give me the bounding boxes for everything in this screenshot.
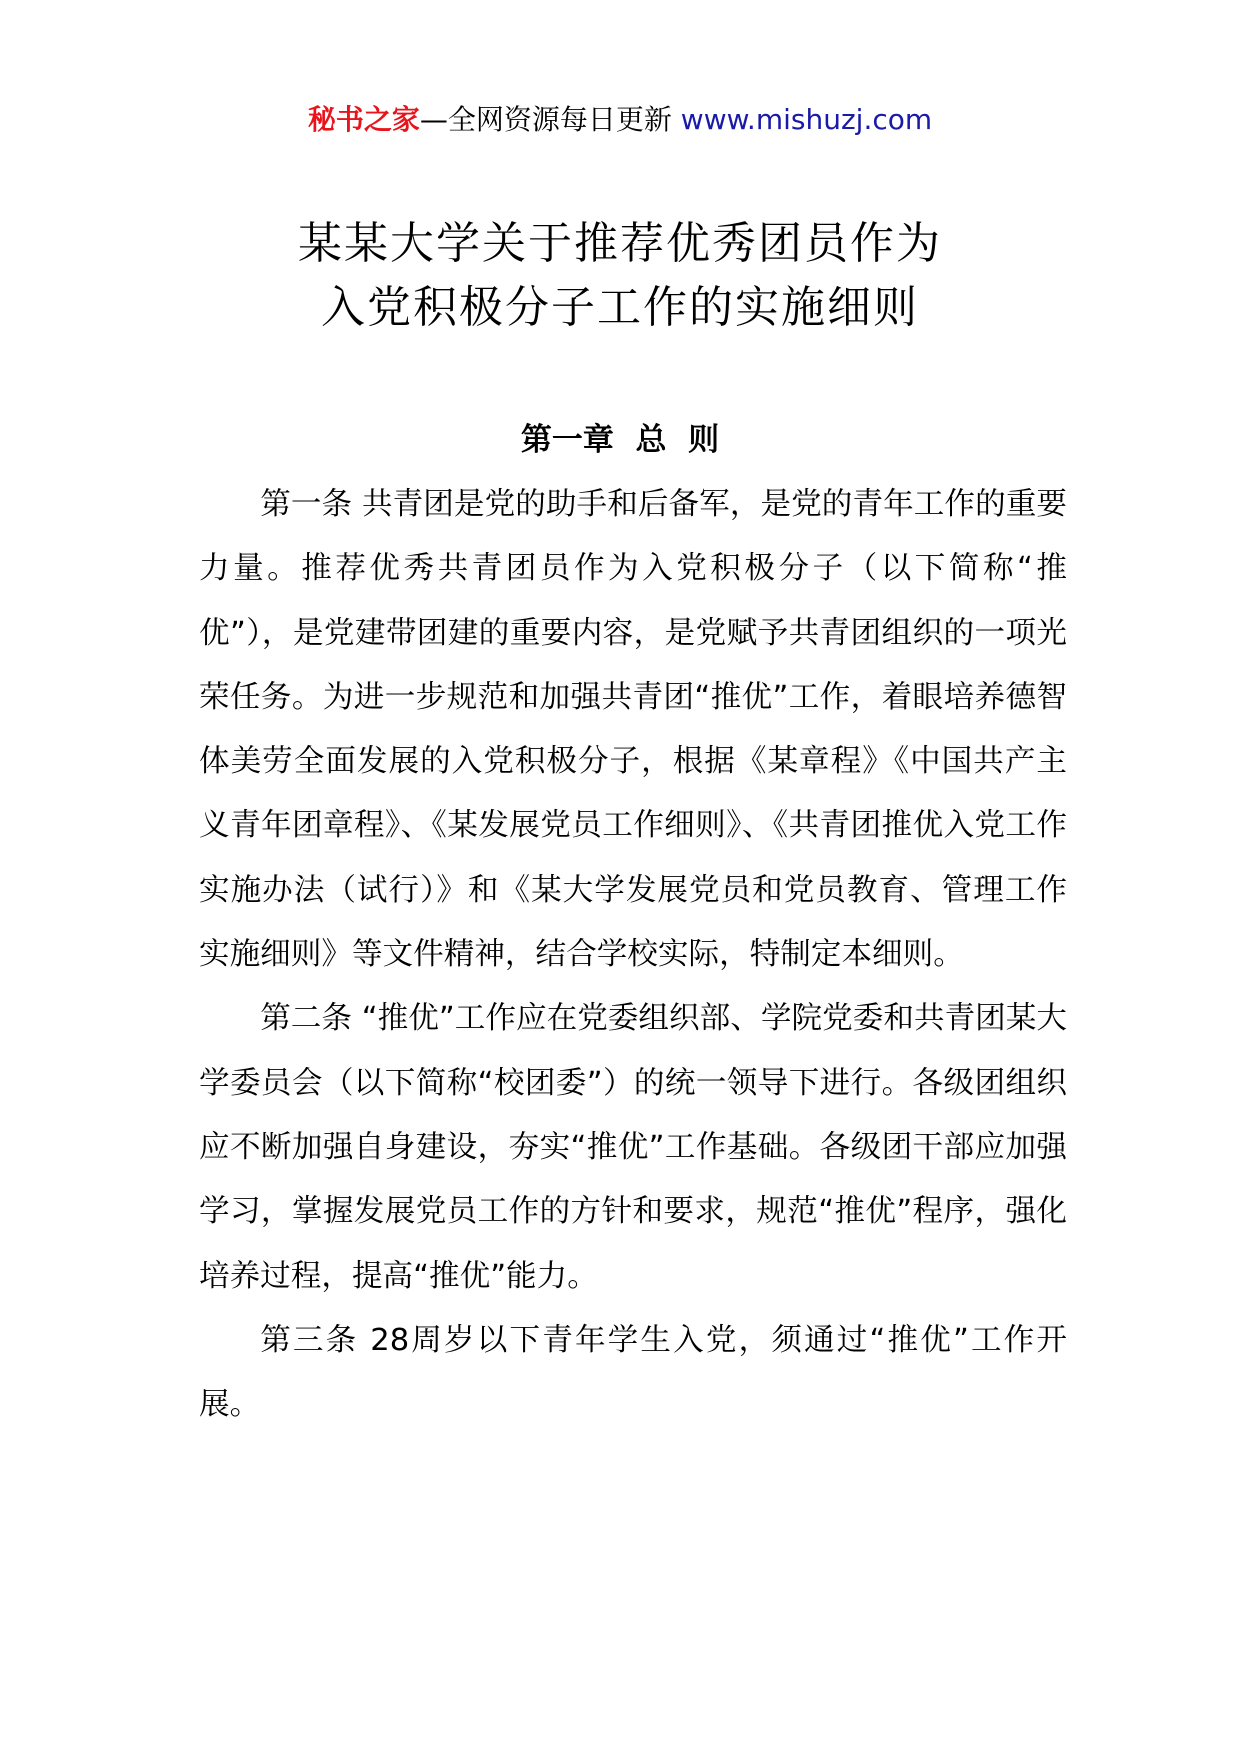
article-paragraph: 第二条 “推优”工作应在党委组织部、学院党委和共青团某大学委员会（以下简称“校团委”）的统一领导下进行。各级团组织应不断加强自身建设，夯实“推优”工作基础。各级团干部应加强学习，掌握发展党员工作的方针和要求，规范“推优”程序，强化培养过程，提高“推优”能力。 [199,1001,1067,1294]
site-url-link[interactable]: www.mishuzj.com [680,103,933,136]
article-paragraph: 第三条 28周岁以下青年学生入党，须通过“推优”工作开展。 [199,1322,1067,1423]
brand-name: 秘书之家 [307,103,420,136]
header-slogan: —全网资源每日更新 [419,103,672,136]
title-line: 某某大学关于推荐优秀团员作为 [298,218,942,269]
article-paragraph: 第一条 共青团是党的助手和后备军，是党的青年工作的重要力量。推荐优秀共青团员作为入党积极分子（以下简称“推优”），是党建带团建的重要内容，是党赋予共青团组织的一项光荣任务。为进一步规范和加强共青团“推优”工作，着眼培养德智体美劳全面发展的入党积极分子，根据《某章程》《中国共产主义青年团章程》、《某发展党员工作细则》、《共青团推优入党工作实施办法（试行）》和《某大学发展党员和党员教育、管理工作实施细则》等文件精神，结合学校实际，特制定本细则。 [199,487,1067,973]
document-title [0,212,1240,340]
chapter-heading: 第一章 总 则 [520,422,720,458]
site-header [0,100,1240,140]
title-line: 入党积极分子工作的实施细则 [321,282,919,333]
document-body [199,473,1067,1437]
